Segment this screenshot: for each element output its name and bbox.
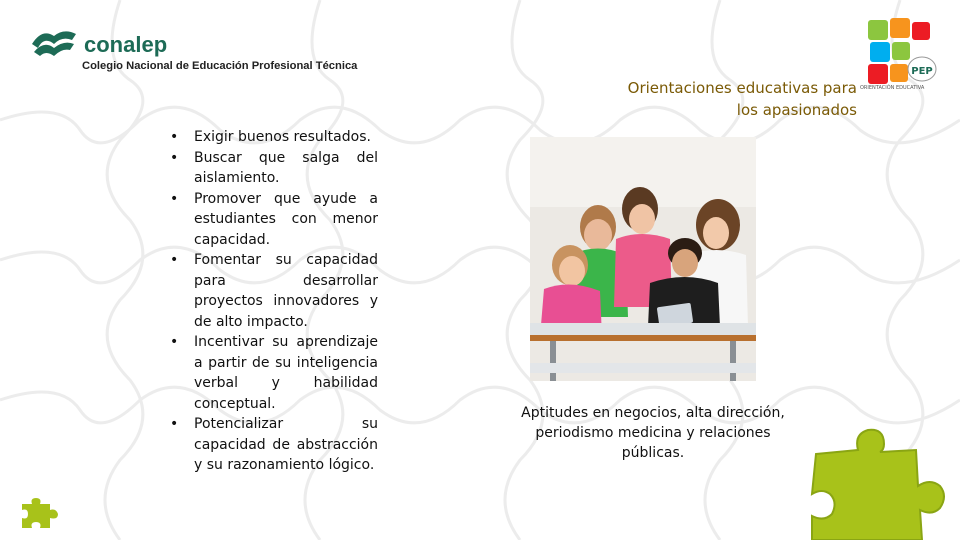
list-item: • Exigir buenos resultados. (170, 127, 378, 148)
puzzle-piece-icon (806, 420, 956, 540)
institution-name: Colegio Nacional de Educación Profesional Técnica (82, 60, 358, 72)
pep-puzzle-logo (862, 14, 954, 96)
list-item: • Incentivar su aprendizaje a partir de su inteligencia verbal y habilidad conceptual. (170, 332, 378, 414)
list-item: • Buscar que salga del aislamiento. (170, 148, 378, 189)
pep-label: PEP (911, 66, 933, 77)
small-puzzle-piece-icon (18, 496, 64, 530)
slide-heading (628, 77, 857, 121)
list-item: • Fomentar su capacidad para desarrollar proyectos innovadores y de alto impacto. (170, 250, 378, 332)
list-item: • Promover que ayude a estudiantes con menor capacidad. (170, 189, 378, 251)
students-photo (530, 137, 756, 381)
conalep-logo (28, 26, 408, 86)
conalep-emblem-icon (28, 26, 80, 62)
aptitudes-caption: Aptitudes en negocios, alta dirección, periodismo medicina y relaciones públicas. (521, 405, 785, 461)
heading-line-1: Orientaciones educativas para (627, 79, 857, 97)
brand-name: conalep (84, 32, 168, 57)
list-item: • Potencializar su capacidad de abstracción y su razonamiento lógico. (170, 414, 378, 476)
recommendations-list (170, 127, 378, 476)
heading-line-2: los apasionados (736, 101, 857, 119)
pep-caption: ORIENTACIÓN EDUCATIVA (860, 85, 925, 91)
